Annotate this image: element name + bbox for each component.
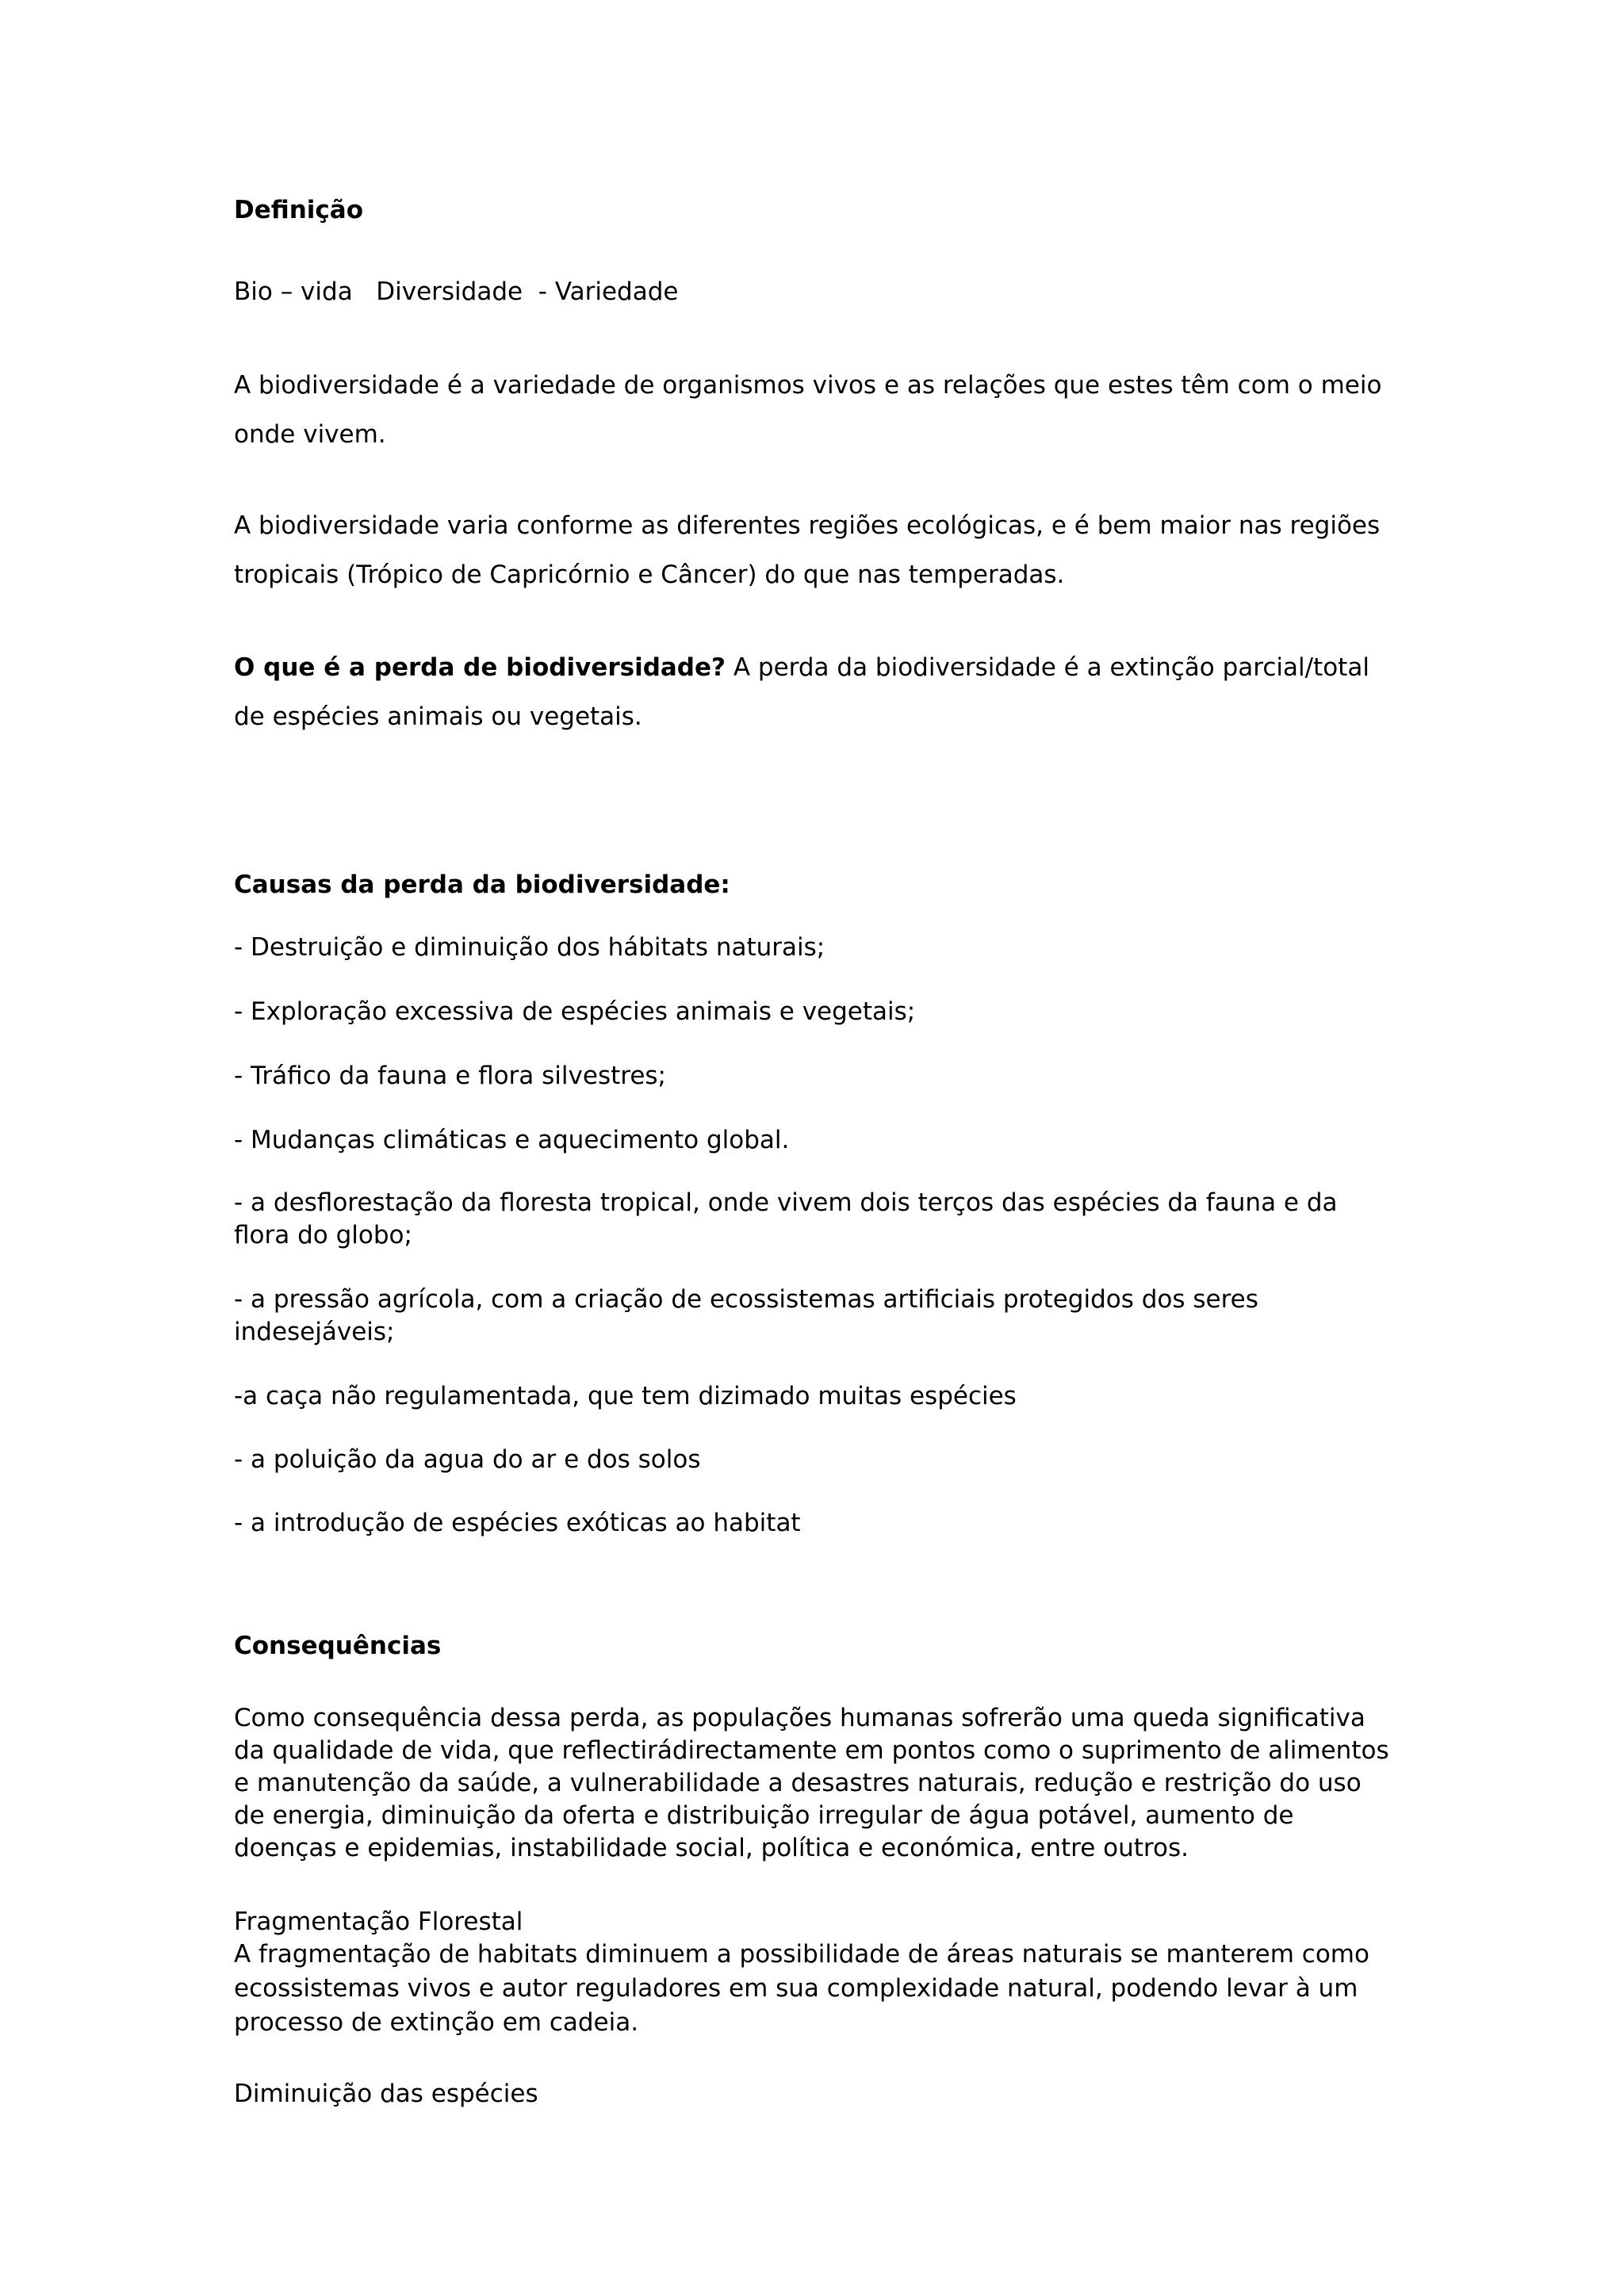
perda-line2: de espécies animais ou vegetais. <box>234 702 642 731</box>
para2-line2: tropicais (Trópico de Capricórnio e Câncer) do que nas temperadas. <box>234 561 1065 589</box>
para1-line1: A biodiversidade é a variedade de organismos vivos e as relações que estes têm com o meio <box>234 371 1382 400</box>
consequencias-heading: Consequências <box>234 1632 442 1660</box>
perda-answer: A perda da biodiversidade é a extinção parcial/total <box>726 653 1369 682</box>
bio-line: Bio – vida Diversidade - Variedade <box>234 277 679 306</box>
causa-item: flora do globo; <box>234 1221 412 1249</box>
causa-item: - a introdução de espécies exóticas ao habitat <box>234 1509 801 1537</box>
consequencias-line: e manutenção da saúde, a vulnerabilidade a desastres naturais, redução e restrição do uso <box>234 1769 1362 1797</box>
causa-item: - a pressão agrícola, com a criação de ecossistemas artificiais protegidos dos seres <box>234 1285 1258 1314</box>
causa-item: - Mudanças climáticas e aquecimento global. <box>234 1126 790 1154</box>
consequencias-line: da qualidade de vida, que reflectirádirectamente em pontos como o suprimento de alimentos <box>234 1736 1389 1765</box>
consequencias-line: Como consequência dessa perda, as populações humanas sofrerão uma queda significativa <box>234 1704 1365 1732</box>
causa-item: - Destruição e diminuição dos hábitats naturais; <box>234 933 825 962</box>
causa-item: indesejáveis; <box>234 1318 395 1346</box>
causas-heading: Causas da perda da biodiversidade: <box>234 871 730 899</box>
fragmentacao-title: Fragmentação Florestal <box>234 1908 523 1936</box>
para1-line2: onde vivem. <box>234 420 386 449</box>
consequencias-line: de energia, diminuição da oferta e distribuição irregular de água potável, aumento de <box>234 1801 1294 1830</box>
definicao-heading: Definição <box>234 196 364 224</box>
fragmentacao-line: processo de extinção em cadeia. <box>234 2008 639 2037</box>
perda-question: O que é a perda de biodiversidade? <box>234 653 726 682</box>
causa-item: - Exploração excessiva de espécies animais e vegetais; <box>234 997 916 1026</box>
fragmentacao-line: ecossistemas vivos e autor reguladores em sua complexidade natural, podendo levar à um <box>234 1974 1358 2003</box>
fragmentacao-line: A fragmentação de habitats diminuem a possibilidade de áreas naturais se manterem como <box>234 1940 1369 1969</box>
causa-item: - Tráfico da fauna e flora silvestres; <box>234 1062 666 1090</box>
causa-item: - a desflorestação da floresta tropical, onde vivem dois terços das espécies da fauna e da <box>234 1188 1338 1217</box>
diminuicao-title: Diminuição das espécies <box>234 2080 538 2108</box>
causa-item: -a caça não regulamentada, que tem dizimado muitas espécies <box>234 1382 1017 1410</box>
consequencias-line: doenças e epidemias, instabilidade social, política e económica, entre outros. <box>234 1834 1189 1862</box>
perda-line1 <box>234 652 1369 683</box>
causa-item: - a poluição da agua do ar e dos solos <box>234 1445 701 1474</box>
para2-line1: A biodiversidade varia conforme as diferentes regiões ecológicas, e é bem maior nas regiões <box>234 511 1381 540</box>
